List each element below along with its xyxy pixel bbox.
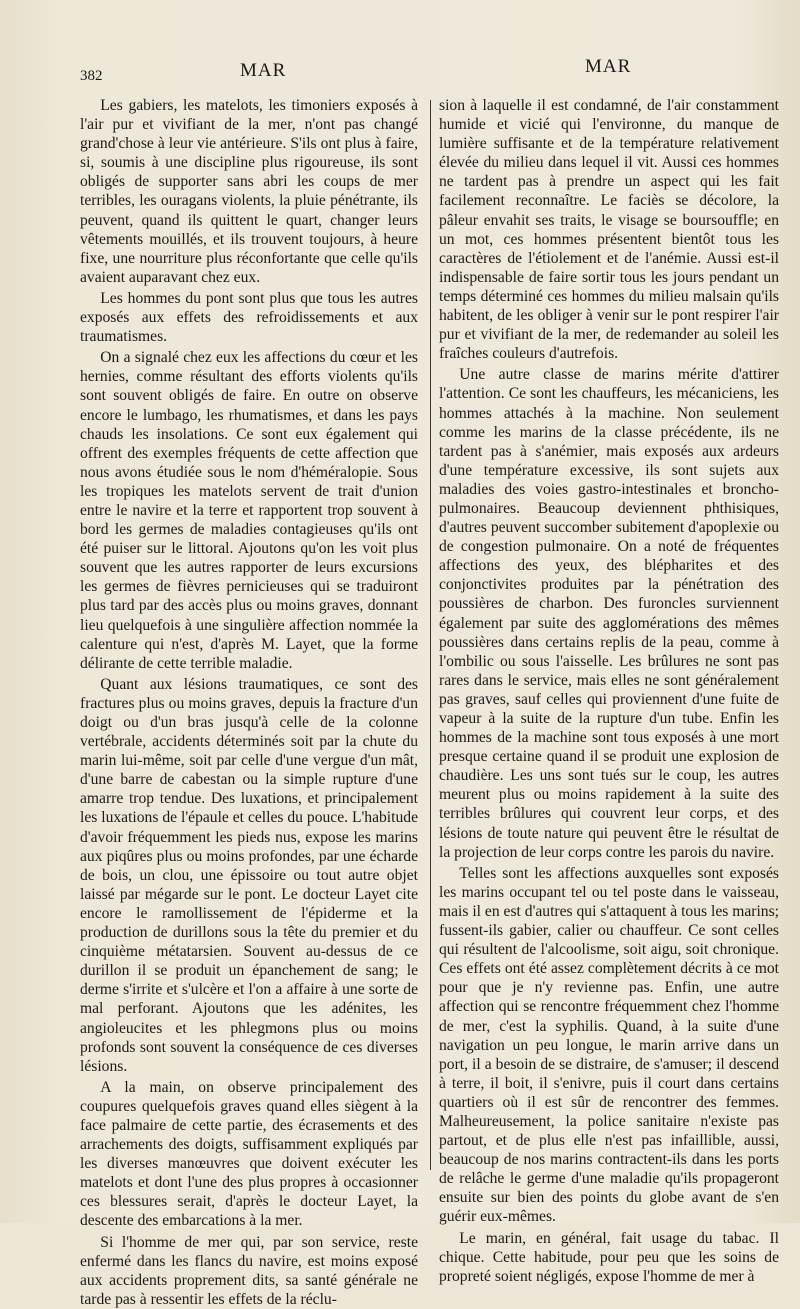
paragraph: Les gabiers, les matelots, les timoniers exposés à l'air pur et vivifiant de la mer, n'ont pas changé grand'chose à leur vie antérieure. S'ils ont plus à faire, si, soumis à une discipline plus rigoureuse, ils sont obligés de supporter sans abri les coups de mer terribles, les ouragans violents, la pluie pénétrante, ils peuvent, quand ils quittent le quart, changer leurs vêtements mouillés, et ils trouvent toujours, à heure fixe, une nourriture plus réconfortante que celle qu'ils avaient auparavant chez eux.: [80, 97, 418, 286]
paragraph: Si l'homme de mer qui, par son service, reste enfermé dans les flancs du navire, est moins exposé aux accidents proprement dits, sa santé générale ne tarde pas à ressentir les effets de la réclu-: [80, 1233, 418, 1308]
paragraph: Quant aux lésions traumatiques, ce sont des fractures plus ou moins graves, depuis la fracture d'un doigt ou d'un bras jusqu'à celle de la colonne vertébrale, accidents déterminés soit par la chute du marin lui-même, soit par celle d'une vergue d'un mât, d'une barre de cabestan ou la simple rupture d'une amarre trop tendue. Des luxations, et principalement les luxations de l'épaule et celles du pouce. L'habitude d'avoir fréquemment les pieds nus, expose les marins aux piqûres plus ou moins profondes, par une écharde de bois, un clou, une épissoire ou tout autre objet laissé par mégarde sur le pont. Le docteur Layet cite encore le ramollissement de l'épiderme et la production de durillons sous la tête du premier et du cinquième métatarsien. Souvent au-dessus de ce durillon il se produit un épanchement de sang; le derme s'irrite et s'ulcère et l'on a affaire à une sorte de mal perforant. Ajoutons que les adénites, les angioleucites et les phlegmons plus ou moins profonds sont souvent la conséquence de ces diverses lésions.: [80, 675, 418, 1075]
paragraph: On a signalé chez eux les affections du cœur et les hernies, comme résultant des efforts violents qu'ils sont souvent obligés de faire. En outre on observe encore le lumbago, les rhumatismes, et dans les pays chauds les insolations. Ce sont eux également qui offrent des exemples fréquents de cette affection que nous avons étudiée sous le nom d'héméralopie. Sous les tropiques les matelots servent de trait d'union entre le navire et la terre et rapportent trop souvent à bord les germes de maladies contagieuses qu'ils ont été puiser sur le littoral. Ajoutons qu'on les voit plus souvent que les autres rapporter de leurs excursions les germes de fièvres pernicieuses qui se traduiront plus tard par des accès plus ou moins graves, donnant lieu quelquefois à une singulière affection nommée la calenture qui n'est, d'après M. Layet, que la forme délirante de cette terrible maladie.: [80, 349, 418, 672]
paragraph: Le marin, en général, fait usage du tabac. Il chique. Cette habitude, pour peu que les soins de propreté soient négligés, expose l'homme de mer à: [439, 1229, 779, 1285]
column-divider: [430, 100, 431, 1170]
left-column: [80, 96, 418, 1309]
page-header: [0, 54, 800, 88]
paragraph: A la main, on observe principalement des coupures quelquefois graves quand elles siègent à la face palmaire de cette partie, des écrasements et des arrachements des doigts, suffisamment expliqués par les diverses manœuvres que doivent exécuter les matelots et dont l'une des plus propres à occasionner ces blessures serait, d'après le docteur Layet, la descente des embarcations à la mer.: [80, 1078, 418, 1230]
running-head-left: MAR: [240, 60, 287, 81]
paragraph-continuation: sion à laquelle il est condamné, de l'air constamment humide et vicié qui l'environne, du manque de lumière suffisante et de la température relativement élevée du milieu dans lequel il vit. Aussi ces hommes ne tardent pas à prendre un aspect qui les fait facilement reconnaître. Le faciès se décolore, la pâleur envahit ses traits, le visage se boursouffle; en un mot, ces hommes présentent bientôt tous les caractères de l'étiolement et de l'anémie. Aussi est-il indispensable de faire sortir tous les jours pendant un temps déterminé ces hommes du milieu malsain qu'ils habitent, de les obliger à venir sur le pont respirer l'air pur et vivifiant de la mer, de redemander au soleil les fraîches couleurs d'autrefois.: [439, 97, 779, 363]
right-column: [439, 96, 779, 1286]
running-head-right: MAR: [585, 56, 632, 77]
paragraph: Une autre classe de marins mérite d'attirer l'attention. Ce sont les chauffeurs, les mécaniciens, les hommes attachés à la machine. Non seulement comme les marins de la classe précédente, ils ne tardent pas à s'anémier, mais exposés aux ardeurs d'une température excessive, ils sont sujets aux maladies des voies gastro-intestinales et broncho-pulmonaires. Beaucoup deviennent phthisiques, d'autres peuvent succomber subitement d'apoplexie ou de congestion pulmonaire. On a noté de fréquentes affections des yeux, des blépharites et des conjonctivites produites par la pénétration des poussières de charbon. Des furoncles surviennent également par suite des agglomérations des mêmes poussières dans certains replis de la peau, comme à l'ombilic ou sous l'aisselle. Les brûlures ne sont pas rares dans le service, mais elles ne sont généralement pas graves, sauf celles qui proviennent d'une fuite de vapeur à la suite de la rupture d'un tube. Enfin les hommes de la machine sont tous exposés à une mort presque certaine quand il se produit une explosion de chaudière. Les uns sont tués sur le coup, les autres meurent plus ou moins rapidement à la suite des terribles brûlures qui couvrent leur corps, et des lésions de toute nature qui peuvent être le résultat de la projection de leur corps contre les parois du navire.: [439, 366, 779, 861]
page-number: 382: [80, 68, 103, 84]
paragraph: Les hommes du pont sont plus que tous les autres exposés aux effets des refroidissements et aux traumatismes.: [80, 289, 418, 346]
paragraph: Telles sont les affections auxquelles sont exposés les marins occupant tel ou tel poste dans le vaisseau, mais il en est d'autres qui s'attaquent à tous les marins; fussent-ils gabier, calier ou chauffeur. Ce sont celles qui résultent de l'alcoolisme, soit aigu, soit chronique. Ces effets ont été assez complètement décrits à ce mot pour que je n'y revienne pas. Enfin, une autre affection qui se rencontre fréquemment chez l'homme de mer, c'est la syphilis. Quand, à la suite d'une navigation un peu longue, le marin arrive dans un port, il a besoin de se distraire, de s'amuser; il descend à terre, il boit, il s'enivre, puis il court dans certains quartiers où il est sûr de rencontrer des femmes. Malheureusement, la police sanitaire n'existe pas partout, et de plus elle n'est pas infaillible, aussi, beaucoup de nos marins contractent-ils dans les ports de relâche le germe d'une maladie qu'ils propageront ensuite sur bien des points du globe avant de s'en guérir eux-mêmes.: [439, 864, 779, 1226]
